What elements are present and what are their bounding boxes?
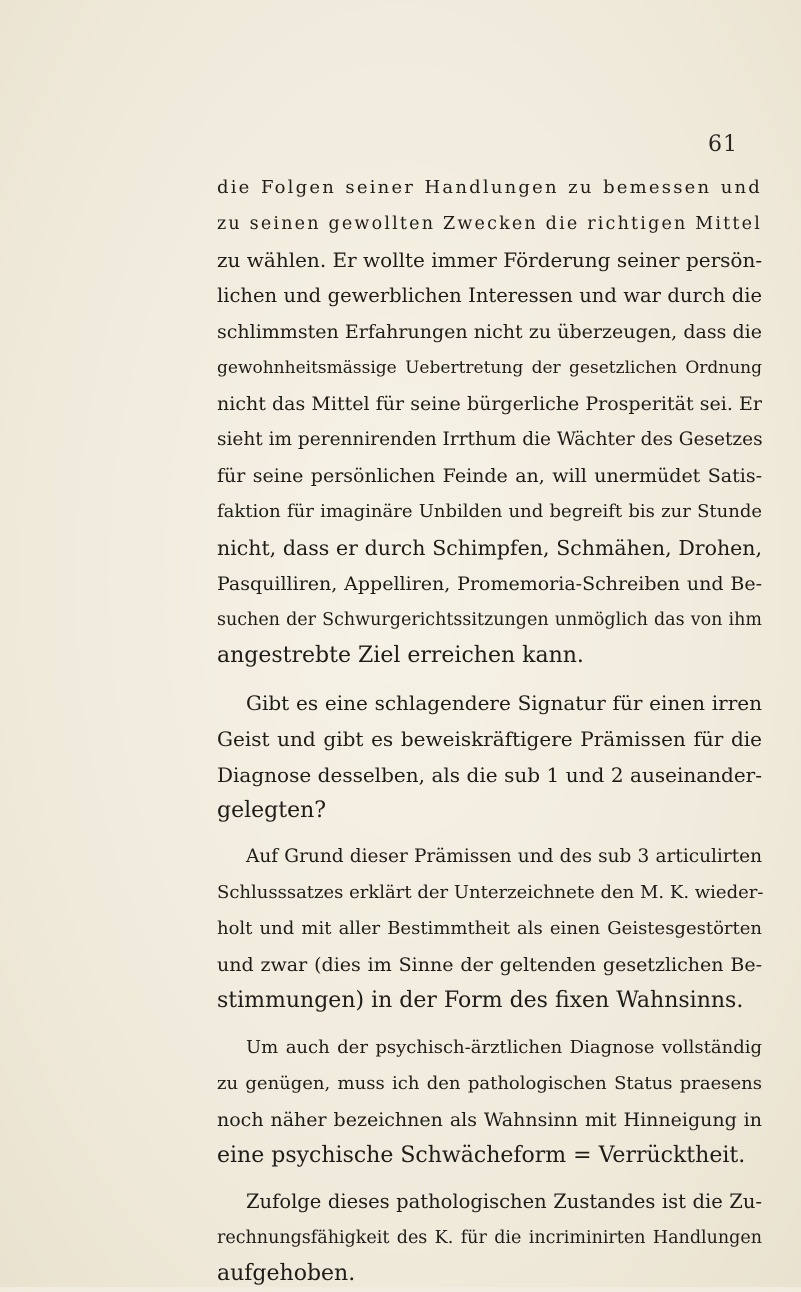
text-line: gewohnheitsmässige Uebertretung der gesetzlichen Ordnung xyxy=(217,358,762,378)
text-line: gelegten? xyxy=(217,798,327,823)
text-line: zu genügen, muss ich den pathologischen Status praesens xyxy=(217,1073,762,1094)
text-line: holt und mit aller Bestimmtheit als einen Geistesgestörten xyxy=(217,918,762,939)
text-line: stimmungen) in der Form des fixen Wahnsinns. xyxy=(217,988,744,1013)
text-line: Schlusssatzes erklärt der Unterzeichnete den M. K. wieder- xyxy=(217,882,764,903)
page-number: 61 xyxy=(708,132,738,157)
text-line: rechnungsfähigkeit des K. für die incriminirten Handlungen xyxy=(217,1228,762,1248)
text-line: eine psychische Schwächeform = Verrücktheit. xyxy=(217,1143,746,1168)
text-line: nicht, dass er durch Schimpfen, Schmähen, Drohen, xyxy=(217,536,762,560)
text-line: nicht das Mittel für seine bürgerliche Prosperität sei. Er xyxy=(217,393,762,415)
text-line: Geist und gibt es beweiskräftigere Prämissen für die xyxy=(217,727,762,751)
text-line: lichen und gewerblichen Interessen und war durch die xyxy=(217,284,762,307)
text-line: faktion für imaginäre Unbilden und begreift bis zur Stunde xyxy=(217,501,762,522)
text-line: Pasquilliren, Appelliren, Promemoria-Schreiben und Be- xyxy=(217,573,762,595)
text-line: Auf Grund dieser Prämissen und des sub 3 articulirten xyxy=(246,846,762,867)
text-line: die Folgen seiner Handlungen zu bemessen und xyxy=(217,177,762,198)
text-line: Gibt es eine schlagendere Signatur für einen irren xyxy=(246,691,762,715)
text-line: Zufolge dieses pathologischen Zustandes ist die Zu- xyxy=(246,1190,762,1213)
text-line: zu wählen. Er wollte immer Förderung seiner persön- xyxy=(217,248,763,272)
text-line: und zwar (dies im Sinne der geltenden gesetzlichen Be- xyxy=(217,954,762,976)
text-line: Um auch der psychisch-ärztlichen Diagnose vollständig xyxy=(246,1037,762,1058)
text-line: noch näher bezeichnen als Wahnsinn mit Hinneigung in xyxy=(217,1109,762,1131)
text-line: zu seinen gewollten Zwecken die richtigen Mittel xyxy=(217,214,762,234)
text-line: für seine persönlichen Feinde an, will unermüdet Satis- xyxy=(217,465,762,487)
text-line: schlimmsten Erfahrungen nicht zu überzeugen, dass die xyxy=(217,321,762,343)
text-line: sieht im perennirenden Irrthum die Wächter des Gesetzes xyxy=(217,429,763,450)
text-line: Diagnose desselben, als die sub 1 und 2 auseinander- xyxy=(217,763,762,787)
text-line: suchen der Schwurgerichtssitzungen unmöglich das von ihm xyxy=(217,610,762,630)
text-line: aufgehoben. xyxy=(217,1261,356,1286)
text-line: angestrebte Ziel erreichen kann. xyxy=(217,643,584,668)
